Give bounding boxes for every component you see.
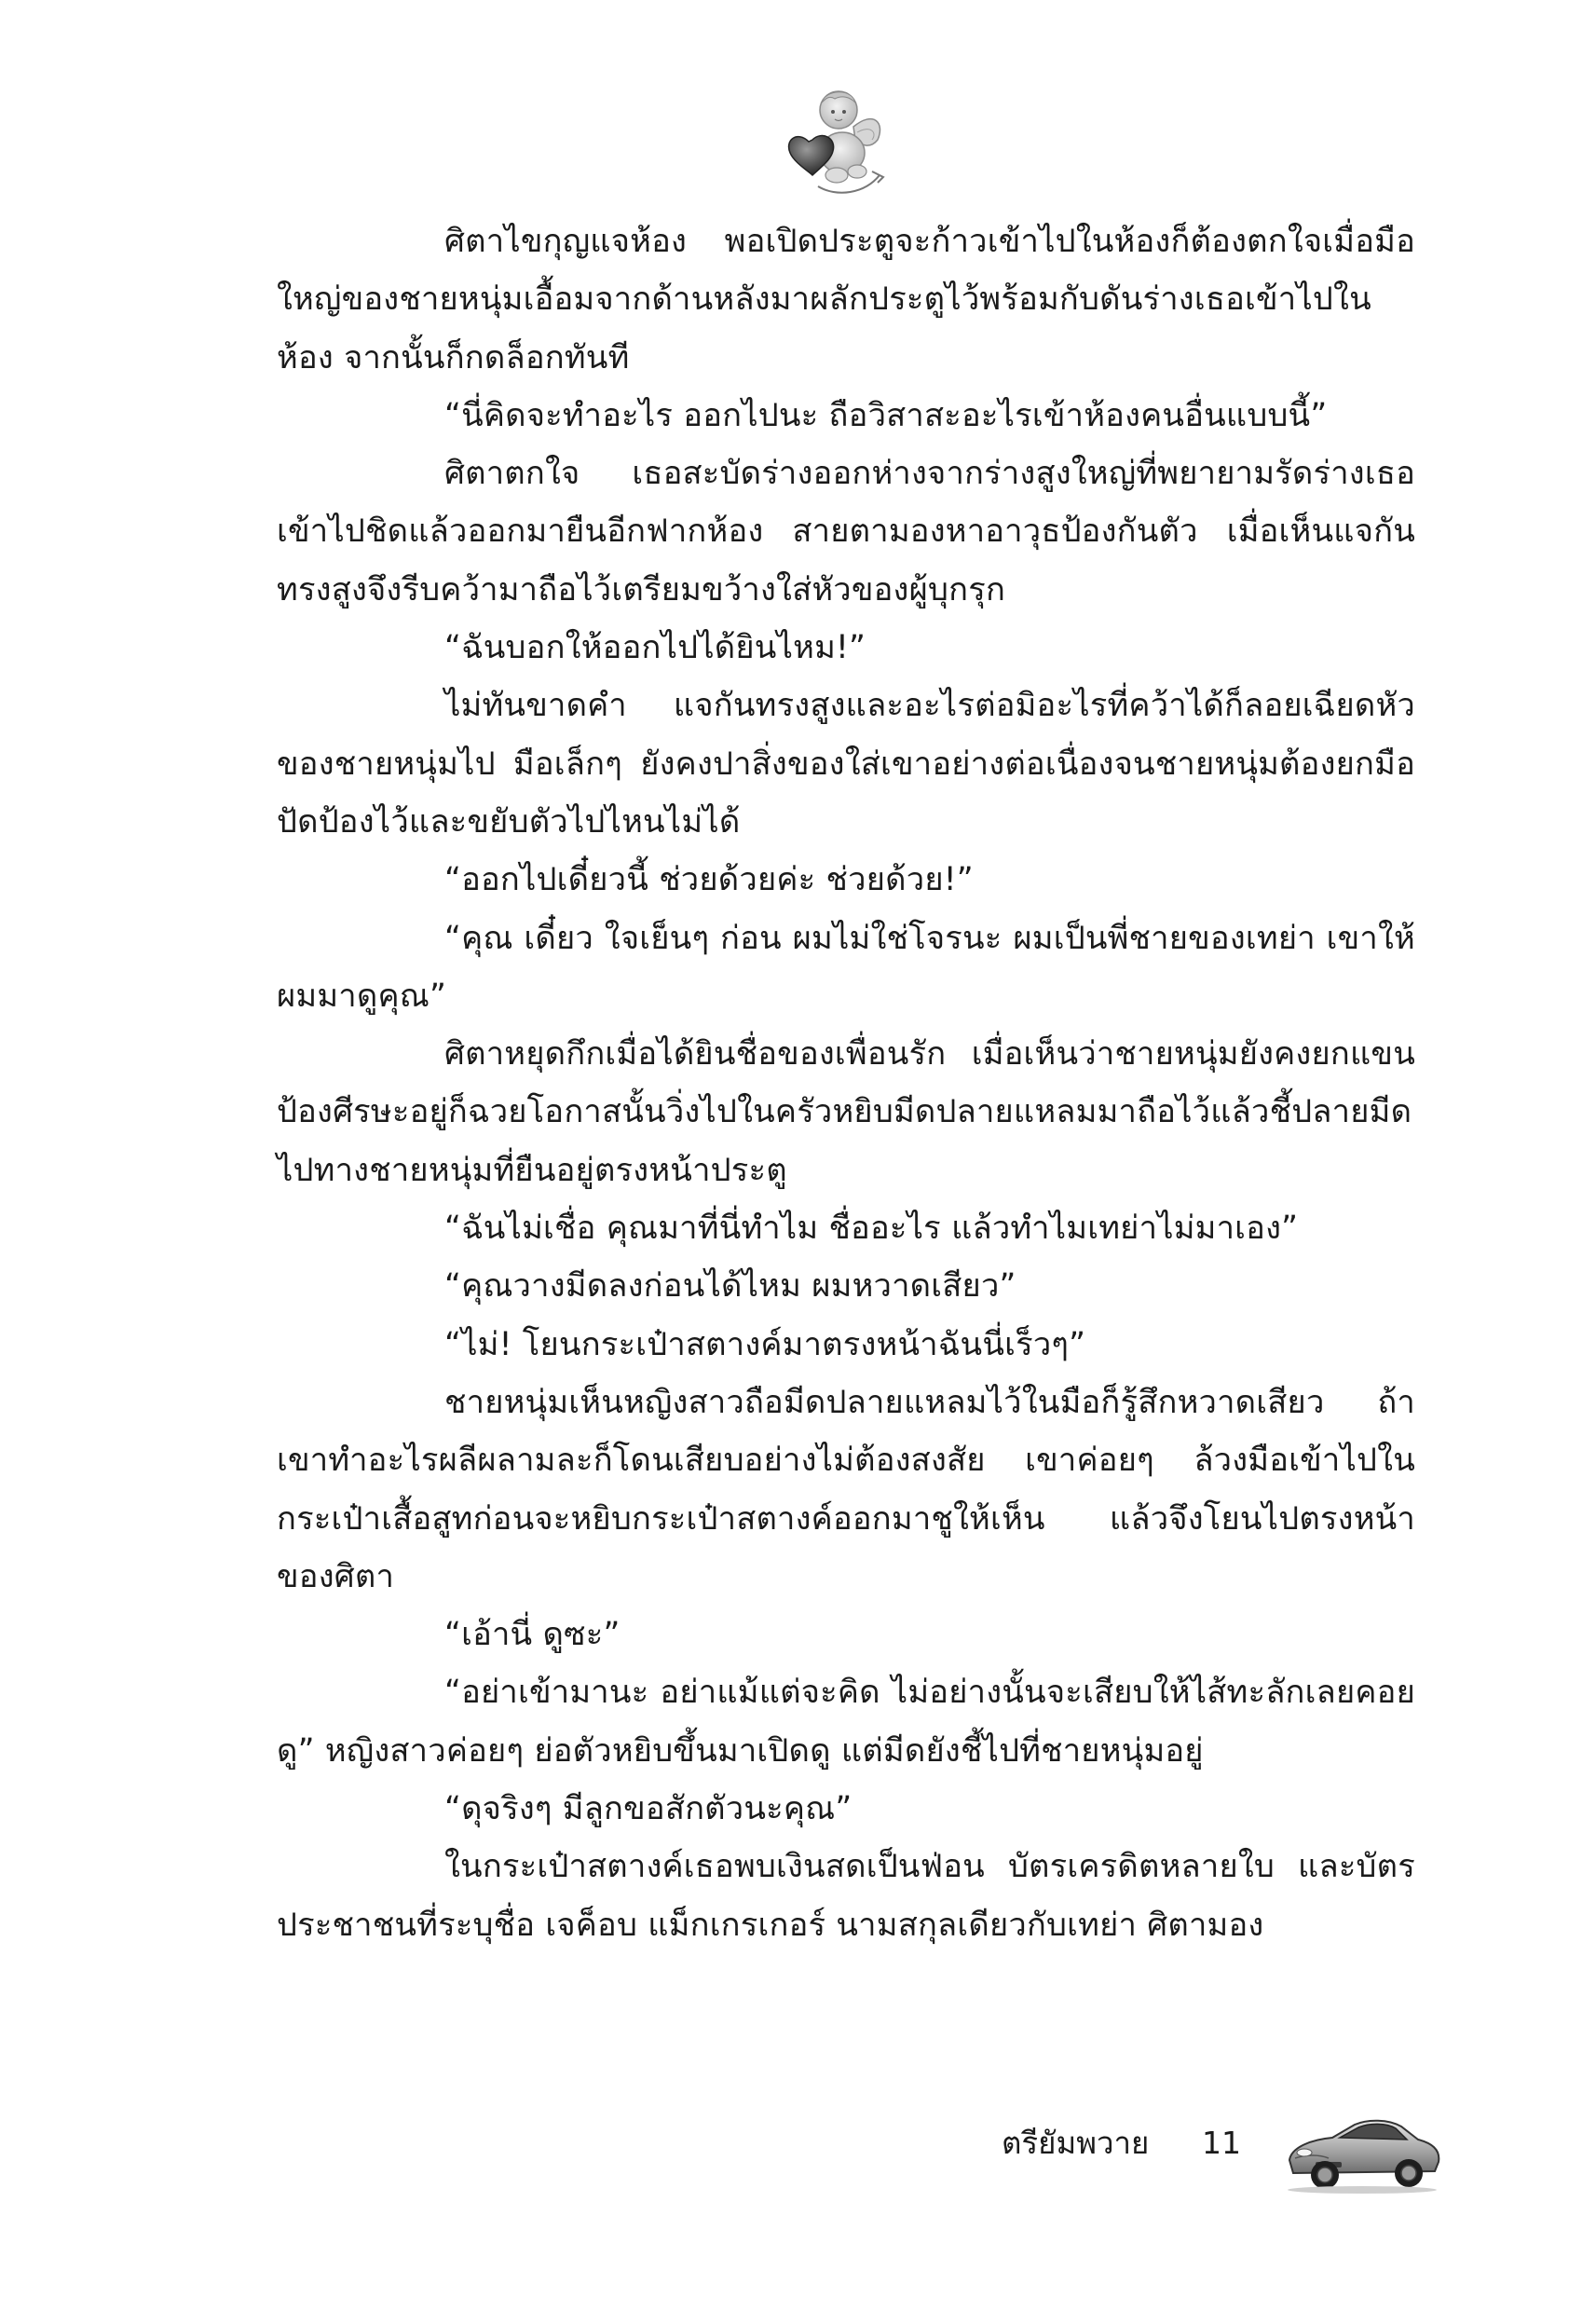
dialog-line: “คุณวางมีดลงก่อนได้ไหม ผมหวาดเสียว” — [444, 1267, 1016, 1306]
dialog-line: “ดุจริงๆ มีลูกขอสักตัวนะคุณ” — [444, 1790, 853, 1828]
cupid-with-heart-icon — [781, 82, 893, 203]
dialog-line: “เอ้านี่ ดูซะ” — [444, 1616, 621, 1654]
dialog-line: “ออกไปเดี๋ยวนี้ ช่วยด้วยค่ะ ช่วยด้วย!” — [444, 861, 974, 899]
narrative-paragraph: ศิตาไขกุญแจห้อง พอเปิดประตูจะก้าวเข้าไปในห้องก็ต้องตกใจเมื่อมือใหญ่ของชายหนุ่มเอื้อมจากด้านหลังมาผลักประตูไว้พร้อมกับดันร่างเธอเข้าไปในห้อง จากนั้นก็กดล็อกทันที — [277, 223, 1415, 376]
dialog-line: “ไม่! โยนกระเป๋าสตางค์มาตรงหน้าฉันนี่เร็วๆ” — [444, 1325, 1086, 1363]
narrative-paragraph: “คุณ เดี๋ยว ใจเย็นๆ ก่อน ผมไม่ใช่โจรนะ ผมเป็นพี่ชายของเทย่า เขาให้ผมมาดูคุณ” — [277, 919, 1415, 1015]
narrative-paragraph: ชายหนุ่มเห็นหญิงสาวถือมีดปลายแหลมไว้ในมือก็รู้สึกหวาดเสียว ถ้าเขาทำอะไรผลีผลามละก็โดนเสียบอย่างไม่ต้องสงสัย เขาค่อยๆ ล้วงมือเข้าไปในกระเป๋าเสื้อสูทก่อนจะหยิบกระเป๋าสตางค์ออกมาชูให้เห็น แล้วจึงโยนไปตรงหน้าของศิตา — [277, 1383, 1415, 1595]
narrative-paragraph: ไม่ทันขาดคำ แจกันทรงสูงและอะไรต่อมิอะไรที่คว้าได้ก็ลอยเฉียดหัวของชายหนุ่มไป มือเล็กๆ ยังคงปาสิ่งของใส่เขาอย่างต่อเนื่องจนชายหนุ่มต้องยกมือปัดป้องไว้และขยับตัวไปไหนไม่ได้ — [277, 687, 1415, 841]
dialog-line: “นี่คิดจะทำอะไร ออกไปนะ ถือวิสาสะอะไรเข้าห้องคนอื่นแบบนี้” — [444, 396, 1328, 434]
narrative-paragraph: ในกระเป๋าสตางค์เธอพบเงินสดเป็นฟ่อน บัตรเครดิตหลายใบ และบัตรประชาชนที่ระบุชื่อ เจค็อบ แม็กเกรเกอร์ นามสกุลเดียวกับเทย่า ศิตามอง — [277, 1848, 1415, 1944]
dialog-line: “ฉันไม่เชื่อ คุณมาที่นี่ทำไม ชื่ออะไร แล้วทำไมเทย่าไม่มาเอง” — [444, 1210, 1299, 1248]
sports-car-icon — [1278, 2102, 1446, 2195]
page-number: 11 — [1202, 2125, 1241, 2161]
page-footer — [0, 2102, 1596, 2214]
narrative-paragraph: ศิตาตกใจ เธอสะบัดร่างออกห่างจากร่างสูงใหญ่ที่พยายามรัดร่างเธอเข้าไปชิดแล้วออกมายืนอีกฟากห้อง สายตามองหาอาวุธป้องกันตัว เมื่อเห็นแจกันทรงสูงจึงรีบคว้ามาถือไว้เตรียมขว้างใส่หัวของผู้บุกรุก — [277, 455, 1415, 609]
book-title: ตรียัมพวาย — [1002, 2125, 1150, 2161]
narrative-paragraph: ศิตาหยุดกึกเมื่อได้ยินชื่อของเพื่อนรัก เมื่อเห็นว่าชายหนุ่มยังคงยกแขนป้องศีรษะอยู่ก็ฉวยโอกาสนั้นวิ่งไปในครัวหยิบมีดปลายแหลมมาถือไว้แล้วชี้ปลายมีดไปทางชายหนุ่มที่ยืนอยู่ตรงหน้าประตู — [277, 1035, 1415, 1189]
narrative-paragraph: “อย่าเข้ามานะ อย่าแม้แต่จะคิด ไม่อย่างนั้นจะเสียบให้ไส้ทะลักเลยคอยดู” หญิงสาวค่อยๆ ย่อตัวหยิบขึ้นมาเปิดดู แต่มีดยังชี้ไปที่ชายหนุ่มอยู่ — [277, 1674, 1415, 1770]
story-text — [277, 212, 1415, 1954]
dialog-line: “ฉันบอกให้ออกไปได้ยินไหม!” — [444, 629, 866, 667]
